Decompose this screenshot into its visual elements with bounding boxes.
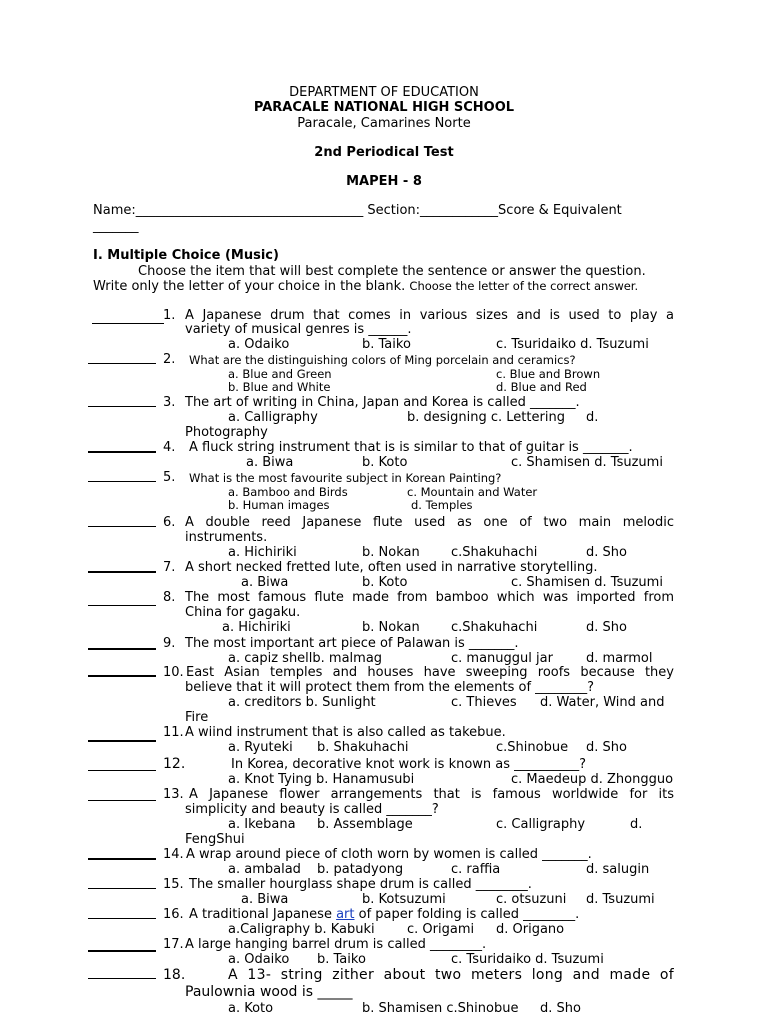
question-text: The most famous flute made from bamboo which was imported from (185, 590, 674, 605)
choice: a. Bamboo and Birds (228, 485, 348, 499)
question-text: A Japanese drum that comes in various sizes and is used to play a (185, 308, 674, 323)
choice: d. Water, Wind and (540, 695, 665, 710)
choice: a. Hichiriki (228, 545, 297, 560)
choice: b. Nokan (362, 545, 420, 560)
choice: a. Knot Tying b. Hanamusubi (228, 772, 415, 787)
choice: d. Temples (411, 498, 473, 512)
instruction-line-1: Choose the item that will best complete the sentence or answer the question. (138, 264, 646, 279)
answer-blank[interactable] (88, 800, 156, 801)
question-number: 16. (163, 907, 184, 922)
choice: a. Blue and Green (228, 367, 332, 381)
choice: d. Sho (540, 1001, 581, 1016)
question-text: Paulownia wood is _____ (185, 984, 353, 1000)
department-heading: DEPARTMENT OF EDUCATION (289, 85, 479, 100)
choice: a. Calligraphy (228, 410, 318, 425)
question-text: A short necked fretted lute, often used in narrative storytelling. (185, 560, 598, 575)
choice: d. Sho (586, 545, 627, 560)
art-link[interactable]: art (336, 907, 355, 922)
answer-blank[interactable] (88, 363, 156, 364)
choice: d. (586, 410, 599, 425)
question-text: What is the most favourite subject in Korean Painting? (189, 471, 502, 485)
choice: c. manuggul jar (451, 651, 553, 666)
question-text: simplicity and beauty is called _______? (185, 802, 439, 817)
question-text: A 13- string zither about two meters long and made of (228, 967, 674, 983)
choice: a. Hichiriki (222, 620, 291, 635)
question-text: variety of musical genres is ______. (185, 322, 412, 337)
question-text: In Korea, decorative knot work is known as __________? (231, 757, 587, 772)
choice: FengShui (185, 832, 245, 847)
instruction-line-2: Write only the letter of your choice in the blank. Choose the letter of the correct answer. (93, 279, 639, 294)
school-location: Paracale, Camarines Norte (297, 116, 471, 131)
question-text: A wrap around piece of cloth worn by women is called _______. (186, 847, 592, 862)
question-number: 4. (163, 440, 176, 455)
choice: b. Shakuhachi (317, 740, 409, 755)
answer-blank[interactable] (88, 740, 156, 742)
choice: a.Caligraphy b. Kabuki (228, 922, 375, 937)
choice: b. Koto (362, 575, 408, 590)
choice: Photography (185, 425, 268, 440)
choice: d. marmol (586, 651, 653, 666)
choice: b. Blue and White (228, 380, 331, 394)
choice: c. Blue and Brown (496, 367, 601, 381)
choice: a. Ryuteki (228, 740, 293, 755)
question-text: instruments. (185, 530, 268, 545)
choice: a. Odaiko (228, 952, 290, 967)
question-number: 1. (163, 308, 176, 323)
question-text: The smaller hourglass shape drum is called ________. (189, 877, 532, 892)
choice: a. capiz shellb. malmag (228, 651, 383, 666)
answer-blank[interactable] (88, 858, 156, 860)
choice: c.Shinobue (496, 740, 569, 755)
choice: a. creditors b. Sunlight (228, 695, 376, 710)
question-number: 5. (163, 470, 176, 485)
choice: d. Tsuzumi (586, 892, 655, 907)
choice: b. Taiko (317, 952, 366, 967)
choice: a. ambalad (228, 862, 301, 877)
question-text: What are the distinguishing colors of Ming porcelain and ceramics? (189, 353, 576, 367)
question-number: 8. (163, 590, 176, 605)
question-text: A double reed Japanese flute used as one of two main melodic (185, 515, 674, 530)
answer-blank[interactable] (88, 648, 156, 650)
choice: c. Calligraphy (496, 817, 586, 832)
choice: c. Tsuridaiko d. Tsuzumi (451, 952, 604, 967)
question-text: East Asian temples and houses have sweeping roofs because they (186, 665, 674, 680)
choice: a. Biwa (246, 455, 294, 470)
question-number: 11. (163, 725, 184, 740)
choice: c. Tsuridaiko d. Tsuzumi (496, 337, 649, 352)
student-info-line: Name:___________________________________ Section:____________Score & Equivalent (93, 203, 622, 218)
answer-blank[interactable] (88, 571, 156, 573)
answer-blank[interactable] (92, 323, 164, 324)
choice: a. Biwa (241, 575, 289, 590)
question-text: China for gagaku. (185, 605, 301, 620)
subject-title: MAPEH - 8 (346, 174, 422, 189)
question-number: 7. (163, 560, 176, 575)
answer-blank[interactable] (88, 451, 156, 453)
answer-blank[interactable] (88, 675, 156, 677)
choice: d. Blue and Red (496, 380, 587, 394)
choice: c. Maedeup d. Zhongguo (511, 772, 674, 787)
question-text: The most important art piece of Palawan is _______. (185, 636, 519, 651)
choice: a. Biwa (241, 892, 289, 907)
answer-blank[interactable] (88, 978, 156, 979)
choice: b. Human images (228, 498, 330, 512)
question-text: A wiind instrument that is also called as takebue. (185, 725, 506, 740)
answer-blank[interactable] (88, 950, 156, 952)
question-number: 18. (163, 967, 186, 983)
choice: a. Odaiko (228, 337, 290, 352)
test-title: 2nd Periodical Test (314, 145, 454, 160)
choice: a. Ikebana (228, 817, 296, 832)
question-text: A large hanging barrel drum is called ________. (185, 937, 487, 952)
choice: c. Thieves (451, 695, 517, 710)
choice: d. salugin (586, 862, 650, 877)
choice: b. Nokan (362, 620, 420, 635)
answer-blank[interactable] (88, 526, 156, 527)
choice: c.Shakuhachi (451, 545, 538, 560)
question-number: 13. (163, 787, 184, 802)
choice: b. designing c. Lettering (407, 410, 565, 425)
answer-blank[interactable] (88, 406, 156, 407)
choice: d. Sho (586, 740, 627, 755)
choice: b. Assemblage (317, 817, 413, 832)
answer-blank[interactable] (88, 770, 156, 771)
question-number: 10. (163, 665, 184, 680)
question-number: 17. (163, 937, 184, 952)
choice: b. Kotsuzumi (362, 892, 446, 907)
choice: c. otsuzuni (496, 892, 567, 907)
question-number: 14. (163, 847, 184, 862)
choice: b. Taiko (362, 337, 411, 352)
student-info-continuation: _______ (93, 219, 139, 234)
answer-blank[interactable] (88, 918, 156, 919)
section-title: I. Multiple Choice (Music) (93, 248, 279, 263)
choice: a. Koto (228, 1001, 274, 1016)
choice: b. Koto (362, 455, 408, 470)
choice: c. Shamisen d. Tsuzumi (511, 455, 663, 470)
choice: b. Shamisen c.Shinobue (362, 1001, 519, 1016)
choice: d. Sho (586, 620, 627, 635)
question-number: 2. (163, 352, 176, 367)
question-text: The art of writing in China, Japan and Korea is called _______. (185, 395, 580, 410)
school-name: PARACALE NATIONAL HIGH SCHOOL (253, 100, 515, 115)
question-number: 6. (163, 515, 176, 530)
question-number: 15. (163, 877, 184, 892)
answer-blank[interactable] (88, 605, 156, 606)
choice: b. patadyong (317, 862, 404, 877)
choice: Fire (185, 710, 209, 725)
choice: c. Shamisen d. Tsuzumi (511, 575, 663, 590)
choice: c. Origami (407, 922, 475, 937)
choice: c. Mountain and Water (407, 485, 538, 499)
choice: c. raffia (451, 862, 501, 877)
question-text: believe that it will protect them from the elements of ________? (185, 680, 595, 695)
answer-blank[interactable] (88, 888, 156, 889)
question-text: A Japanese flower arrangements that is famous worldwide for its (189, 787, 674, 802)
question-text: A traditional Japanese art of paper folding is called ________. (189, 907, 580, 922)
choice: d. (630, 817, 643, 832)
answer-blank[interactable] (88, 481, 156, 482)
question-number: 12. (163, 756, 186, 772)
choice: c.Shakuhachi (451, 620, 538, 635)
question-number: 3. (163, 395, 176, 410)
question-text: A fluck string instrument that is is similar to that of guitar is _______. (189, 440, 633, 455)
question-number: 9. (163, 636, 176, 651)
choice: d. Origano (496, 922, 565, 937)
